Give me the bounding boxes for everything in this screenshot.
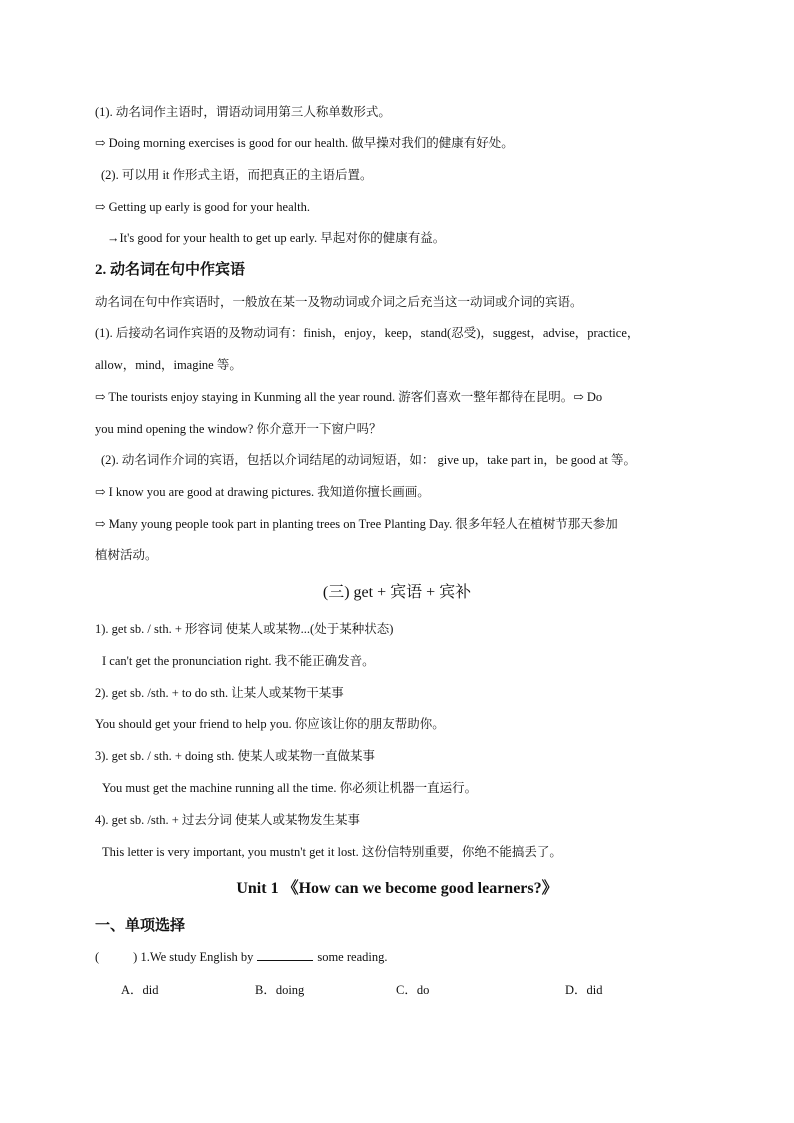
rule-gerund-object-2: (2). 动名词作介词的宾语，包括以介词结尾的动词短语，如： give up，take part in，be good at 等。 xyxy=(101,453,637,467)
example-mind-opening: you mind opening the window? 你介意开一下窗户吗？ xyxy=(95,422,382,436)
get-pattern-1: 1). get sb. / sth. + 形容词 使某人或某物...(处于某种状态) xyxy=(95,622,394,636)
example-planting-trees-cont: 植树活动。 xyxy=(95,548,158,562)
answer-paren-open: ( xyxy=(95,950,100,964)
rule-gerund-subject-2: (2). 可以用 it 作形式主语，而把真正的主语后置。 xyxy=(101,168,373,182)
get-example-4: This letter is very important, you mustn't get it lost. 这份信特别重要，你绝不能搞丢了。 xyxy=(102,845,562,859)
example-doing-morning-exercises: ⇨ Doing morning exercises is good for our health. 做早操对我们的健康有好处。 xyxy=(95,136,514,150)
unit-title: Unit 1 《How can we become good learners?》 xyxy=(236,880,558,897)
heading-gerund-object: 2. 动名词在句中作宾语 xyxy=(95,262,246,278)
question-1 xyxy=(95,948,387,966)
option-a[interactable]: A．did xyxy=(121,983,159,997)
example-getting-up-early: ⇨ Getting up early is good for your health. xyxy=(95,200,310,214)
example-planting-trees: ⇨ Many young people took part in planting trees on Tree Planting Day. 很多年轻人在植树节那天参加 xyxy=(95,517,618,531)
example-its-good: →It's good for your health to get up early. 早起对你的健康有益。 xyxy=(107,231,446,245)
example-good-at-drawing: ⇨ I know you are good at drawing pictures. 我知道你擅长画画。 xyxy=(95,485,430,499)
question-1-stem: ) 1.We study English by xyxy=(133,950,254,964)
heading-single-choice: 一、单项选择 xyxy=(95,918,186,934)
rule-gerund-object-1-cont: allow，mind，imagine 等。 xyxy=(95,358,242,372)
get-pattern-4: 4). get sb. /sth. + 过去分词 使某人或某物发生某事 xyxy=(95,813,361,827)
rule-gerund-object: 动名词在句中作宾语时，一般放在某一及物动词或介词之后充当这一动词或介词的宾语。 xyxy=(95,295,583,309)
rule-gerund-object-1: (1). 后接动名词作宾语的及物动词有：finish，enjoy，keep，stand(忍受)，suggest，advise，practice， xyxy=(95,326,640,340)
option-c[interactable]: C．do xyxy=(396,983,430,997)
get-example-2: You should get your friend to help you. 你应该让你的朋友帮助你。 xyxy=(95,717,445,731)
get-pattern-3: 3). get sb. / sth. + doing sth. 使某人或某物一直做某事 xyxy=(95,749,375,763)
option-d[interactable]: D．did xyxy=(565,983,603,997)
question-1-tail: some reading. xyxy=(317,950,388,964)
get-example-3: You must get the machine running all the time. 你必须让机器一直运行。 xyxy=(102,781,478,795)
option-b[interactable]: B．doing xyxy=(255,983,305,997)
rule-gerund-subject-1: (1). 动名词作主语时，谓语动词用第三人称单数形式。 xyxy=(95,105,391,119)
fill-blank[interactable] xyxy=(257,948,313,961)
heading-get-object-complement: (三) get + 宾语 + 宾补 xyxy=(322,584,472,601)
get-pattern-2: 2). get sb. /sth. + to do sth. 让某人或某物干某事 xyxy=(95,686,344,700)
example-tourists-enjoy: ⇨ The tourists enjoy staying in Kunming all the year round. 游客们喜欢一整年都待在昆明。⇨ Do xyxy=(95,390,603,404)
get-example-1: I can't get the pronunciation right. 我不能正确发音。 xyxy=(102,654,375,668)
